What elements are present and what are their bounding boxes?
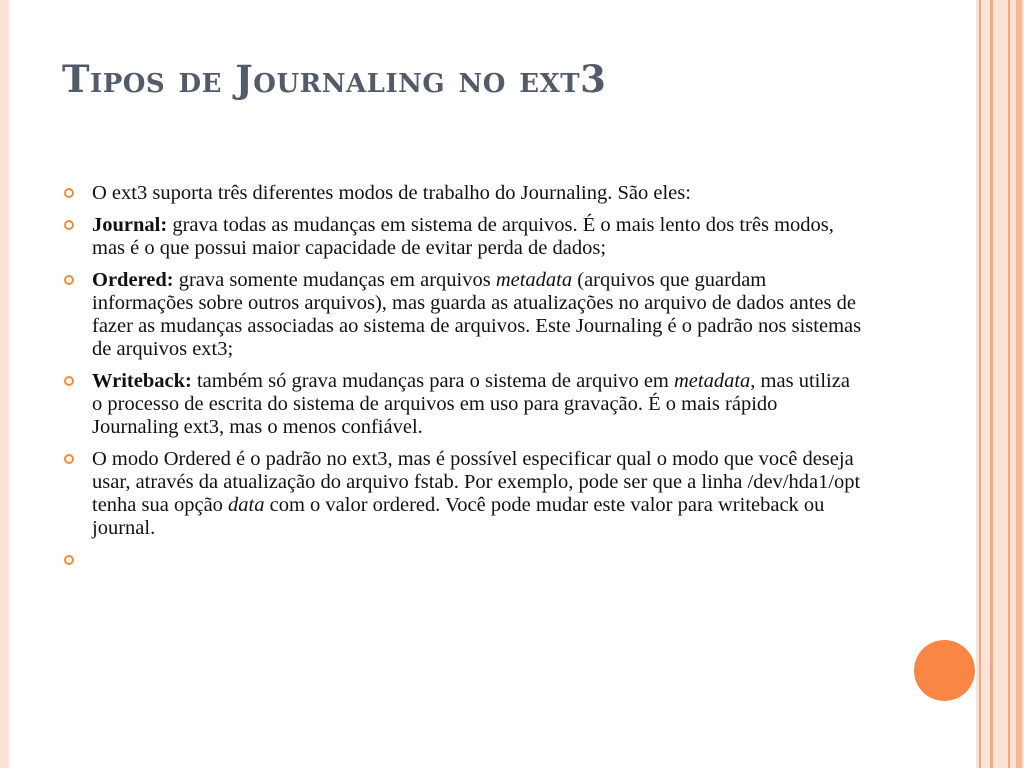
bullet-icon <box>64 188 74 198</box>
bullet-text: O modo Ordered é o padrão no ext3, mas é possível especificar qual o modo que você deseja usar, através da atualização do arquivo fstab. Por exemplo, pode ser que a linha /dev/hda1/opt tenha sua opção <box>92 448 861 516</box>
bullet-italic-term: metadata <box>674 370 751 392</box>
bullet-icon <box>64 555 74 565</box>
orange-circle-decoration <box>914 640 975 701</box>
decorative-stripe <box>1008 0 1010 768</box>
bullet-list <box>62 182 862 581</box>
bullet-item-writeback <box>62 370 862 439</box>
bullet-item-empty <box>62 549 862 572</box>
decorative-stripe <box>979 0 981 768</box>
bullet-item-ordered <box>62 269 862 361</box>
bullet-text: com o valor ordered. Você pode mudar este valor para writeback ou journal. <box>92 494 825 539</box>
bullet-item-fstab <box>62 448 862 540</box>
bullet-text: , mas utiliza o processo de escrita do sistema de arquivos em uso para gravação. É o mais rápido Journaling ext3, mas o menos confiável. <box>92 370 850 438</box>
bullet-text: também só grava mudanças para o sistema de arquivo em <box>191 370 674 392</box>
bullet-text: grava todas as mudanças em sistema de arquivos. É o mais lento dos três modos, mas é o que possui maior capacidade de evitar perda de dados; <box>92 214 834 259</box>
bullet-icon <box>64 454 74 464</box>
bullet-icon <box>64 220 74 230</box>
bullet-term: Ordered: <box>92 269 174 291</box>
bullet-term: Writeback: <box>92 370 192 392</box>
decorative-stripe <box>990 0 993 768</box>
bullet-icon <box>64 275 74 285</box>
bullet-text: grava somente mudanças em arquivos <box>173 269 496 291</box>
bullet-term: Journal: <box>92 214 168 236</box>
bullet-icon <box>64 376 74 386</box>
bullet-item-journal <box>62 214 862 260</box>
bullet-italic-term: data <box>228 494 265 516</box>
bullet-text: O ext3 suporta três diferentes modos de trabalho do Journaling. São eles: <box>92 182 691 204</box>
bullet-text: (arquivos que guardam informações sobre outros arquivos), mas guarda as atualizações no arquivo de dados antes de fazer as mudanças associadas ao sistema de arquivos. Este Journaling é o padrão nos sistemas de arquivos ext3; <box>92 269 862 360</box>
slide-title: Tipos de Journaling no ext3 <box>62 57 607 101</box>
left-frame-border <box>0 0 9 768</box>
bullet-italic-term: metadata <box>495 269 573 291</box>
decorative-stripe <box>1016 0 1022 768</box>
bullet-item-intro <box>62 182 862 205</box>
